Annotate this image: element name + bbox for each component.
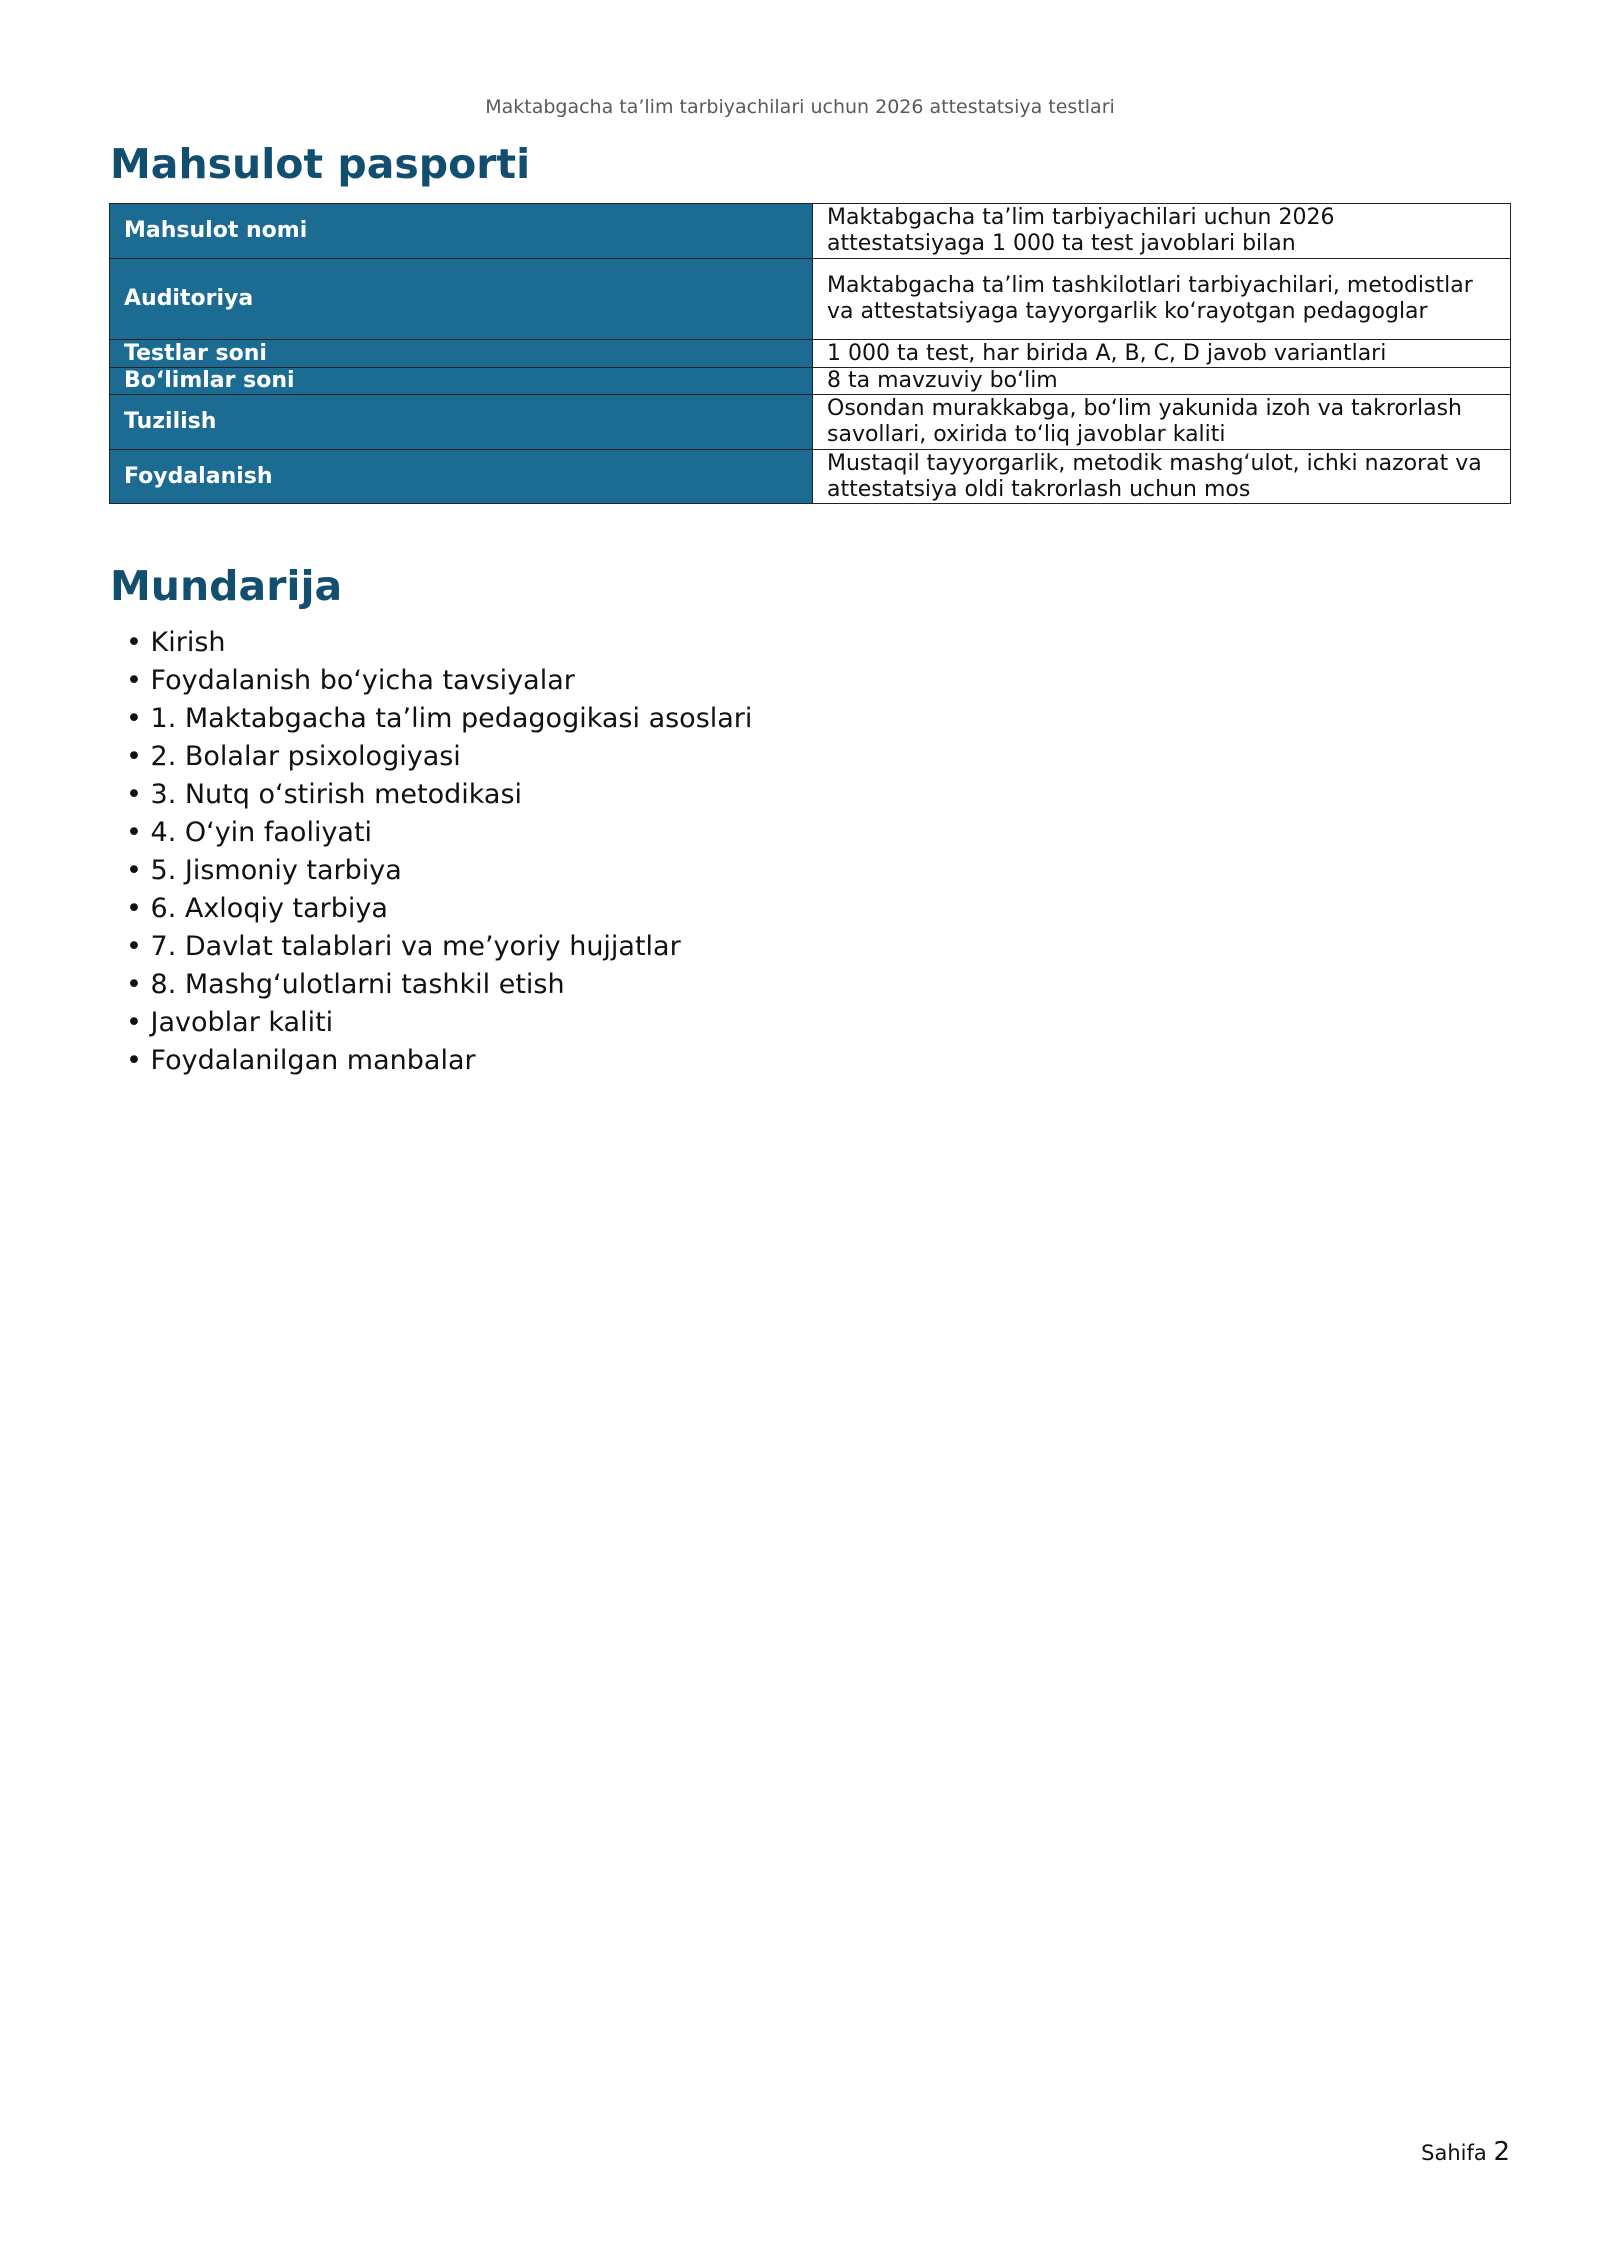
- passport-value: Maktabgacha ta’lim tashkilotlari tarbiyachilari, metodistlar va attestatsiyaga tayyorgarlik ko‘rayotgan pedagoglar: [813, 259, 1511, 340]
- toc-item[interactable]: • 5. Jismoniy tarbiya: [126, 852, 752, 890]
- passport-value: Mustaqil tayyorgarlik, metodik mashg‘ulot, ichki nazorat va attestatsiya oldi takrorlash uchun mos: [813, 450, 1511, 504]
- passport-row: [110, 395, 1511, 450]
- toc-item[interactable]: • 1. Maktabgacha ta’lim pedagogikasi asoslari: [126, 700, 752, 738]
- toc-item[interactable]: • 8. Mashg‘ulotlarni tashkil etish: [126, 966, 752, 1004]
- passport-value: Osondan murakkabga, bo‘lim yakunida izoh va takrorlash savollari, oxirida to‘liq javoblar kaliti: [813, 395, 1511, 450]
- toc-item[interactable]: • 2. Bolalar psixologiyasi: [126, 738, 752, 776]
- passport-row: [110, 204, 1511, 259]
- toc-item[interactable]: • 7. Davlat talablari va me’yoriy hujjatlar: [126, 928, 752, 966]
- passport-row: [110, 259, 1511, 340]
- page-label: Sahifa: [1421, 2141, 1487, 2165]
- toc-item[interactable]: • 4. O‘yin faoliyati: [126, 814, 752, 852]
- passport-value: 8 ta mavzuviy bo‘lim: [813, 368, 1511, 395]
- running-header: Maktabgacha ta’lim tarbiyachilari uchun 2026 attestatsiya testlari: [485, 96, 1115, 118]
- passport-key: Testlar soni: [110, 340, 813, 368]
- passport-value: 1 000 ta test, har birida A, B, C, D javob variantlari: [813, 340, 1511, 368]
- toc-item[interactable]: • Kirish: [126, 624, 752, 662]
- table-of-contents: [126, 624, 752, 1080]
- passport-value: Maktabgacha ta’lim tarbiyachilari uchun 2026 attestatsiyaga 1 000 ta test javoblari bilan: [813, 204, 1511, 259]
- passport-row: [110, 368, 1511, 395]
- toc-title: Mundarija: [110, 562, 343, 610]
- toc-item[interactable]: • Javoblar kaliti: [126, 1004, 752, 1042]
- passport-row: [110, 340, 1511, 368]
- passport-row: [110, 450, 1511, 504]
- passport-key: Bo‘limlar soni: [110, 368, 813, 395]
- toc-item[interactable]: • 6. Axloqiy tarbiya: [126, 890, 752, 928]
- page-footer: [1421, 2137, 1510, 2167]
- passport-title: Mahsulot pasporti: [110, 140, 531, 188]
- passport-key: Foydalanish: [110, 450, 813, 504]
- toc-item[interactable]: • 3. Nutq o‘stirish metodikasi: [126, 776, 752, 814]
- page-number: 2: [1493, 2137, 1510, 2167]
- toc-item[interactable]: • Foydalanilgan manbalar: [126, 1042, 752, 1080]
- toc-item[interactable]: • Foydalanish bo‘yicha tavsiyalar: [126, 662, 752, 700]
- passport-key: Auditoriya: [110, 259, 813, 340]
- passport-table: [109, 203, 1511, 504]
- passport-key: Tuzilish: [110, 395, 813, 450]
- passport-key: Mahsulot nomi: [110, 204, 813, 259]
